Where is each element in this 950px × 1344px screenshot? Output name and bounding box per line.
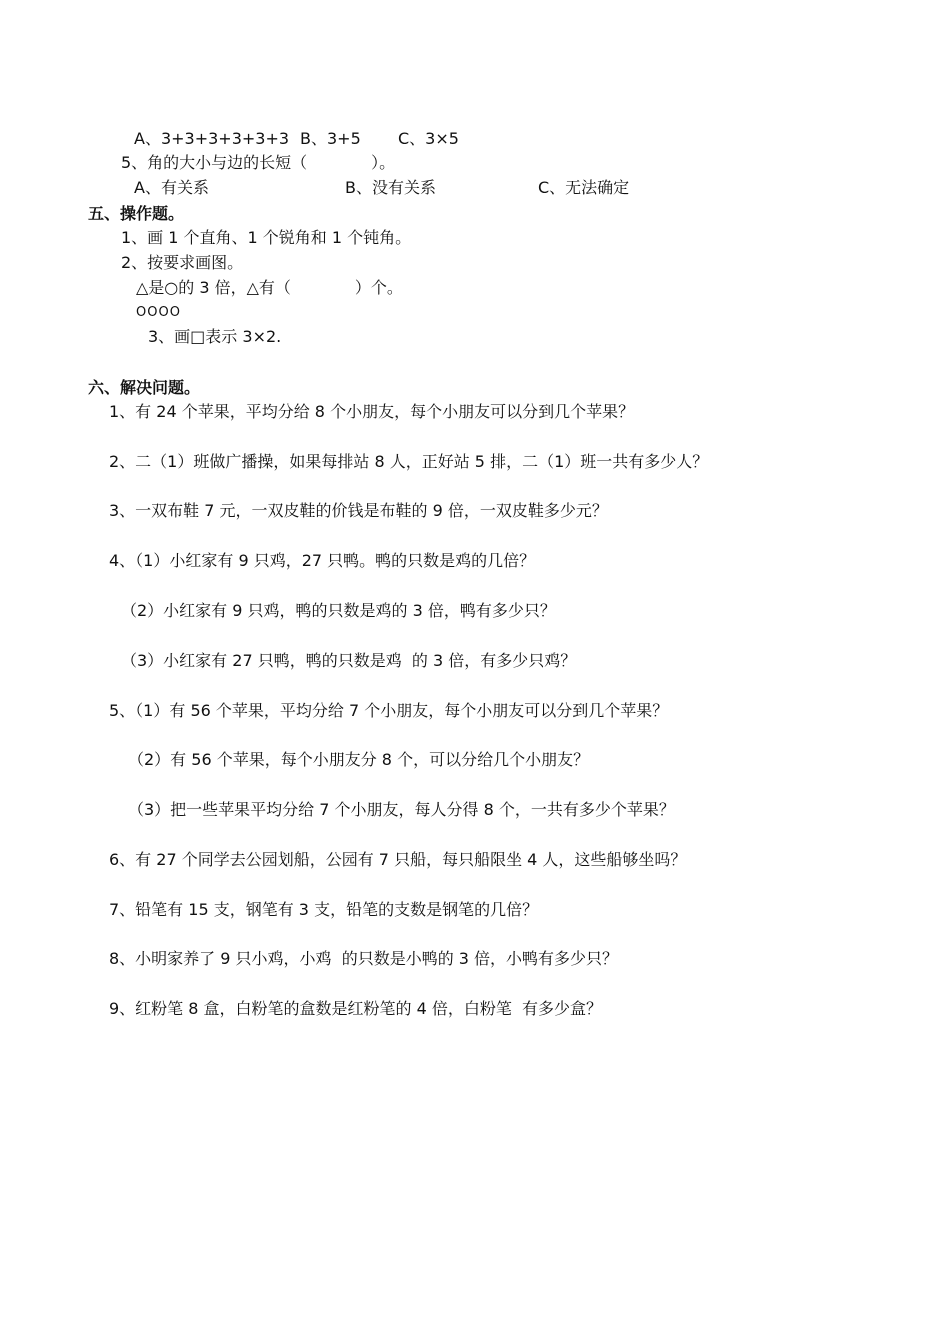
q5-stem: 5、角的大小与边的长短（ ）。 bbox=[121, 153, 396, 172]
section6-q5-1: 5、（1）有 56 个苹果，平均分给 7 个小朋友，每个小朋友可以分到几个苹果？ bbox=[109, 701, 669, 720]
section6-q5-2: （2）有 56 个苹果，每个小朋友分 8 个，可以分给几个小朋友？ bbox=[128, 750, 590, 769]
section5-q1: 1、画 1 个直角、1 个锐角和 1 个钝角。 bbox=[121, 228, 412, 247]
section5-q2: 2、按要求画图。 bbox=[121, 253, 244, 272]
q4-option-c: C、3×5 bbox=[398, 129, 459, 148]
section6-q4-1: 4、（1）小红家有 9 只鸡，27 只鸭。鸭的只数是鸡的几倍？ bbox=[109, 551, 536, 570]
section6-q6: 6、有 27 个同学去公园划船，公园有 7 只船，每只船限坐 4 人，这些船够坐吗？ bbox=[109, 850, 687, 869]
section6-q7: 7、铅笔有 15 支，钢笔有 3 支，铅笔的支数是钢笔的几倍？ bbox=[109, 900, 539, 919]
q5-option-c: C、无法确定 bbox=[538, 178, 630, 197]
q4-option-a: A、3+3+3+3+3+3 bbox=[134, 129, 290, 148]
section6-q3: 3、一双布鞋 7 元，一双皮鞋的价钱是布鞋的 9 倍，一双皮鞋多少元？ bbox=[109, 501, 608, 520]
section6-q1: 1、有 24 个苹果，平均分给 8 个小朋友，每个小朋友可以分到几个苹果？ bbox=[109, 402, 635, 421]
section5-q2-task: △是○的 3 倍，△有（ ）个。 bbox=[136, 278, 403, 297]
section6-q4-3: （3）小红家有 27 只鸭，鸭的只数是鸡 的 3 倍，有多少只鸡？ bbox=[121, 651, 577, 670]
q5-option-a: A、有关系 bbox=[134, 178, 209, 197]
section6-q9: 9、红粉笔 8 盒，白粉笔的盒数是红粉笔的 4 倍，白粉笔 有多少盒？ bbox=[109, 999, 603, 1018]
section5-title: 五、操作题。 bbox=[88, 204, 185, 223]
section5-q2-circles: OOOO bbox=[136, 305, 181, 320]
section6-q8: 8、小明家养了 9 只小鸡，小鸡 的只数是小鸭的 3 倍，小鸭有多少只？ bbox=[109, 949, 619, 968]
section6-q4-2: （2）小红家有 9 只鸡，鸭的只数是鸡的 3 倍，鸭有多少只？ bbox=[121, 601, 556, 620]
section6-q5-3: （3）把一些苹果平均分给 7 个小朋友，每人分得 8 个，一共有多少个苹果？ bbox=[128, 800, 675, 819]
q5-option-b: B、没有关系 bbox=[345, 178, 436, 197]
q4-option-b: B、3+5 bbox=[300, 129, 361, 148]
section6-q2: 2、二（1）班做广播操，如果每排站 8 人，正好站 5 排，二（1）班一共有多少人？ bbox=[109, 452, 709, 471]
section6-title: 六、解决问题。 bbox=[88, 378, 201, 397]
section5-q3: 3、画□表示 3×2. bbox=[148, 327, 282, 346]
